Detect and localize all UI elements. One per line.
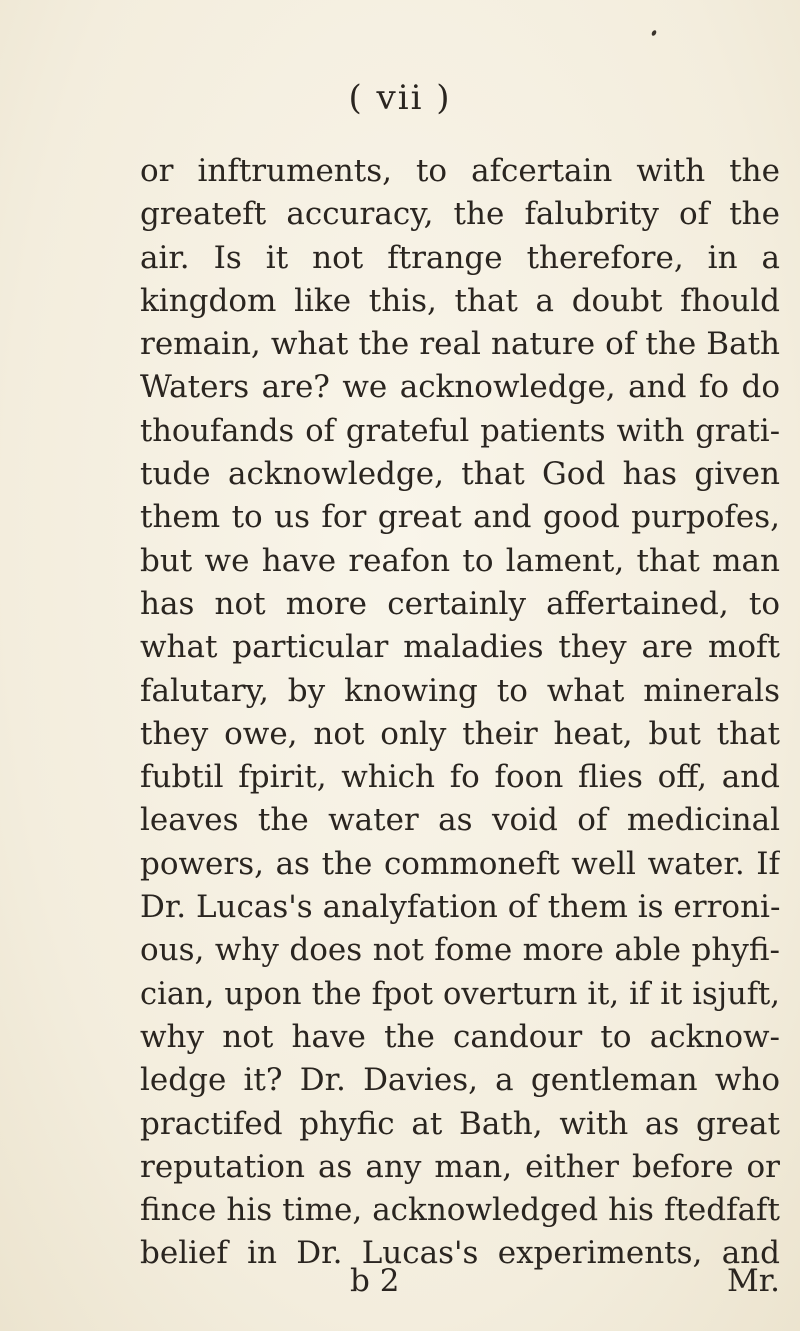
text-line: greateft accuracy, the falubrity of the: [140, 196, 780, 233]
text-line: fince his time, acknowledged his ftedfaft: [140, 1192, 780, 1229]
catchword: Mr.: [726, 1263, 780, 1299]
text-line: remain, what the real nature of the Bath: [140, 326, 780, 363]
text-line: air. Is it not ftrange therefore, in a: [140, 239, 780, 276]
text-line: ledge it? Dr. Davies, a gentleman who: [140, 1062, 780, 1099]
text-line: reputation as any man, either before or: [140, 1148, 780, 1185]
text-line: practifed phyfic at Bath, with as great: [140, 1105, 780, 1142]
text-line: Dr. Lucas's analyfation of them is erroni-: [140, 889, 780, 926]
text-line: what particular maladies they are moft: [140, 629, 780, 666]
text-line: leaves the water as void of medicinal: [140, 802, 780, 839]
text-line: thoufands of grateful patients with grati-: [140, 413, 780, 449]
text-line: why not have the candour to acknow-: [140, 1018, 780, 1055]
text-line: they owe, not only their heat, but that: [140, 715, 780, 752]
text-line: but we have reafon to lament, that man: [140, 542, 780, 579]
ink-speck: [651, 29, 657, 36]
text-line: cian, upon the fpot overturn it, if it isjuft,: [140, 976, 780, 1012]
text-line: has not more certainly affertained, to: [140, 585, 780, 622]
signature-mark: b 2: [350, 1263, 400, 1299]
text-line: Waters are? we acknowledge, and fo do: [140, 369, 780, 406]
text-line: belief in Dr. Lucas's experiments, and: [140, 1235, 780, 1272]
text-line: powers, as the commoneft well water. If: [140, 845, 780, 882]
text-line: falutary, by knowing to what minerals: [140, 672, 780, 709]
text-line: or inftruments, to afcertain with the: [140, 153, 780, 189]
text-line: them to us for great and good purpofes,: [140, 499, 780, 536]
text-line: ous, why does not fome more able phyfi-: [140, 932, 780, 969]
text-line: kingdom like this, that a doubt fhould: [140, 282, 780, 319]
text-line: fubtil fpirit, which fo foon flies off, and: [140, 759, 780, 796]
catchline: [140, 1260, 780, 1303]
text-line: tude acknowledge, that God has given: [140, 456, 780, 493]
page-number-header: ( vii ): [348, 78, 452, 118]
body-text: [140, 150, 780, 1276]
